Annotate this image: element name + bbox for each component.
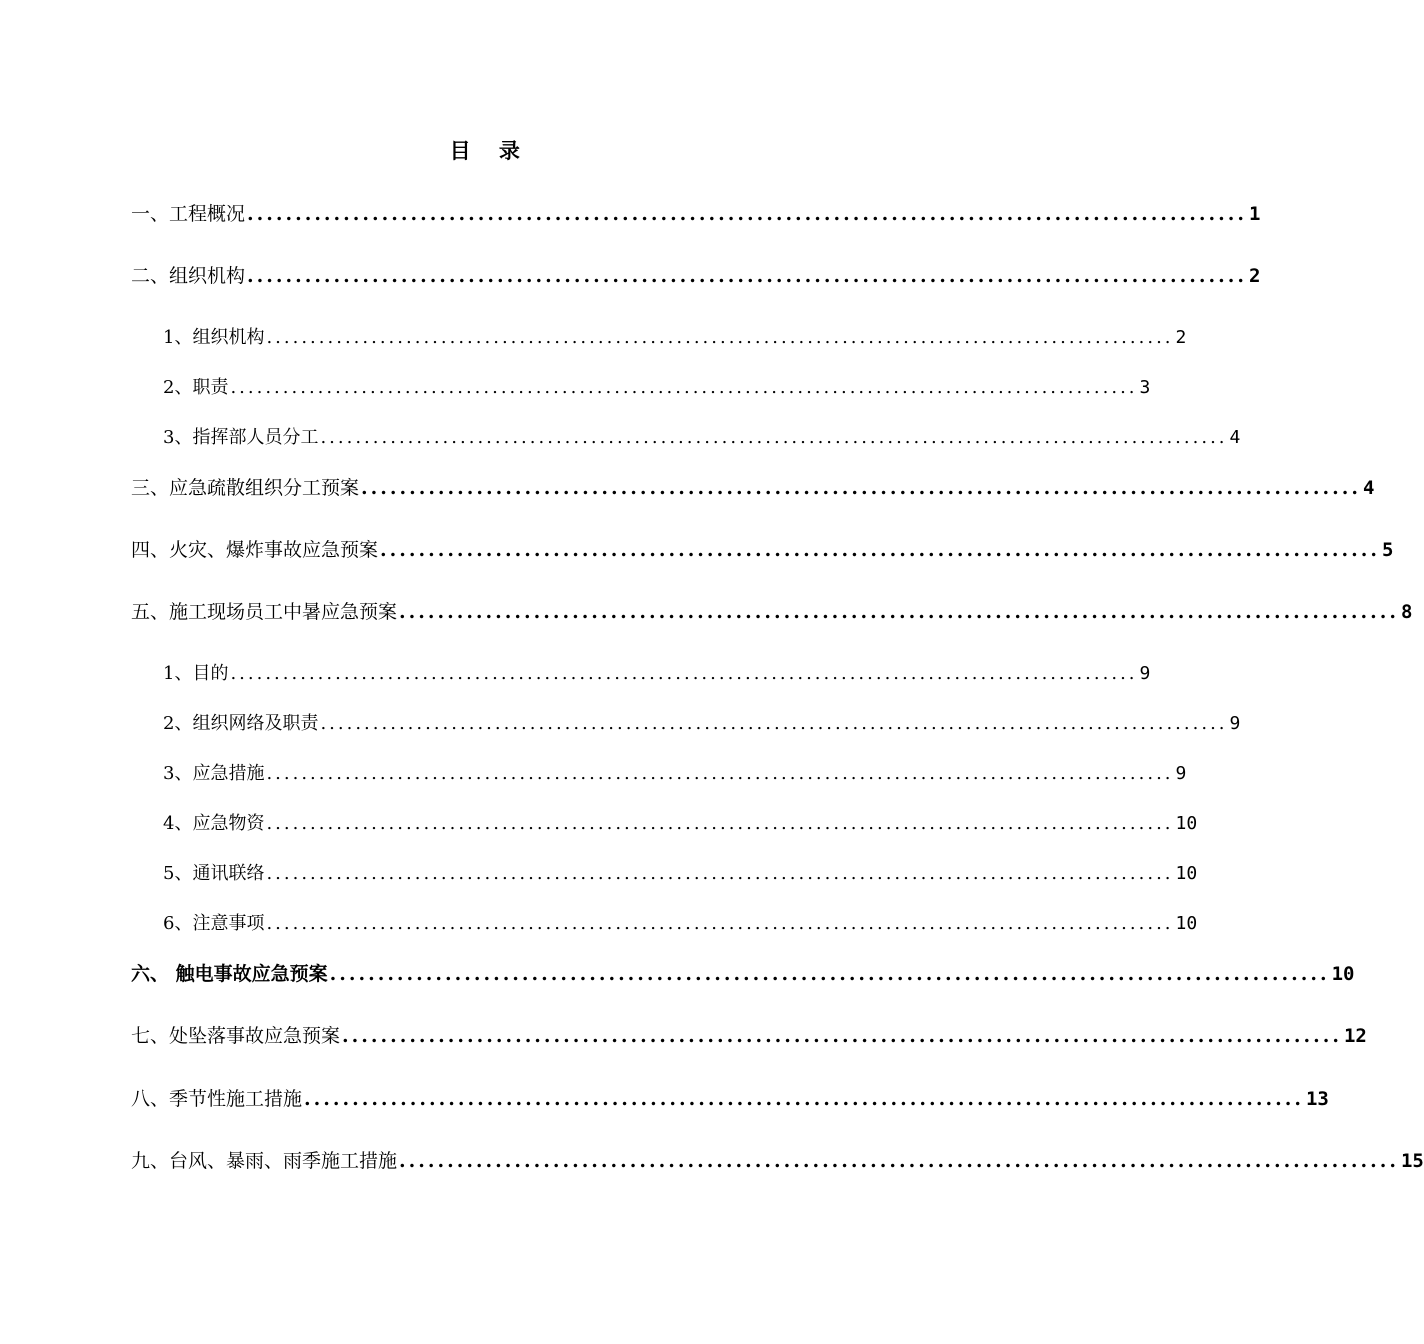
toc-entry-page: 10 (1331, 963, 1355, 985)
toc-entry-label: 九、台风、暴雨、雨季施工措施 (131, 1150, 398, 1172)
toc-entry-label: 五、施工现场员工中暑应急预案 (131, 601, 398, 623)
toc-entry[interactable] (131, 1146, 1424, 1176)
toc-entry[interactable] (163, 323, 1187, 353)
toc-leader-dots: ........................................................................................................ (266, 813, 1174, 834)
toc-leader-dots: ........................................................................................................ (399, 601, 1399, 623)
toc-entry-page: 3 (1139, 377, 1151, 398)
toc-leader-dots: ........................................................................................................ (266, 763, 1174, 784)
toc-entry[interactable] (163, 373, 1151, 403)
toc-leader-dots: ........................................................................................................ (247, 265, 1247, 287)
toc-leader-dots: ........................................................................................................ (361, 477, 1361, 499)
toc-entry-label: 六、 触电事故应急预案 (131, 963, 328, 985)
toc-entry-page: 2 (1175, 327, 1187, 348)
toc-leader-dots: ........................................................................................................ (266, 863, 1174, 884)
toc-entry-label: 3、指挥部人员分工 (163, 427, 319, 448)
toc-entry-label: 4、应急物资 (163, 813, 265, 834)
toc-entry-label: 5、通讯联络 (163, 863, 265, 884)
toc-entry-page: 5 (1381, 539, 1394, 561)
toc-entry-label: 一、工程概况 (131, 203, 246, 225)
toc-title: 目 录 (449, 138, 531, 163)
toc-entry[interactable] (131, 199, 1261, 229)
toc-leader-dots: ........................................................................................................ (399, 1150, 1399, 1172)
toc-entry-label: 四、火灾、爆炸事故应急预案 (131, 539, 379, 561)
toc-entry[interactable] (163, 709, 1241, 739)
toc-leader-dots: ........................................................................................................ (304, 1088, 1304, 1110)
toc-entry-label: 1、目的 (163, 663, 229, 684)
toc-entry[interactable] (131, 261, 1261, 291)
toc-leader-dots: ........................................................................................................ (342, 1025, 1342, 1047)
toc-leader-dots: ........................................................................................................ (320, 427, 1228, 448)
toc-entry[interactable] (163, 909, 1198, 939)
toc-entry-page: 2 (1248, 265, 1261, 287)
toc-entry[interactable] (131, 535, 1394, 565)
toc-entry[interactable] (131, 959, 1355, 989)
toc-entry[interactable] (163, 759, 1187, 789)
toc-leader-dots: ........................................................................................................ (329, 963, 1330, 985)
toc-entry-page: 9 (1175, 763, 1187, 784)
toc-entry-label: 1、组织机构 (163, 327, 265, 348)
toc-entry-page: 13 (1305, 1088, 1329, 1110)
toc-leader-dots: ........................................................................................................ (230, 377, 1138, 398)
toc-leader-dots: ........................................................................................................ (380, 539, 1380, 561)
toc-entry-page: 10 (1175, 913, 1198, 934)
toc-entry-label: 八、季节性施工措施 (131, 1088, 303, 1110)
toc-entry[interactable] (131, 1084, 1329, 1114)
toc-entry[interactable] (131, 597, 1413, 627)
toc-entry[interactable] (163, 423, 1241, 453)
toc-entry-page: 9 (1229, 713, 1241, 734)
toc-entry-page: 4 (1362, 477, 1375, 499)
toc-entry-page: 10 (1175, 863, 1198, 884)
toc-leader-dots: ........................................................................................................ (230, 663, 1138, 684)
toc-leader-dots: ........................................................................................................ (320, 713, 1228, 734)
toc-entry-page: 15 (1400, 1150, 1424, 1172)
toc-entry-label: 2、组织网络及职责 (163, 713, 319, 734)
toc-entry-page: 1 (1248, 203, 1261, 225)
toc-entry[interactable] (163, 859, 1198, 889)
toc-entry-label: 3、应急措施 (163, 763, 265, 784)
toc-entry-page: 10 (1175, 813, 1198, 834)
toc-entry-label: 6、注意事项 (163, 913, 265, 934)
toc-entry-label: 七、处坠落事故应急预案 (131, 1025, 341, 1047)
toc-entry-label: 二、组织机构 (131, 265, 246, 287)
toc-entry[interactable] (163, 659, 1151, 689)
toc-entry-page: 9 (1139, 663, 1151, 684)
toc-leader-dots: ........................................................................................................ (266, 327, 1174, 348)
toc-entry-page: 12 (1343, 1025, 1367, 1047)
toc-entry-label: 三、应急疏散组织分工预案 (131, 477, 360, 499)
toc-entry[interactable] (163, 809, 1198, 839)
toc-entry[interactable] (131, 1021, 1367, 1051)
toc-entry-page: 8 (1400, 601, 1413, 623)
toc-entry[interactable] (131, 473, 1375, 503)
toc-entry-page: 4 (1229, 427, 1241, 448)
toc-leader-dots: ........................................................................................................ (266, 913, 1174, 934)
toc-entry-label: 2、职责 (163, 377, 229, 398)
toc-leader-dots: ........................................................................................................ (247, 203, 1247, 225)
